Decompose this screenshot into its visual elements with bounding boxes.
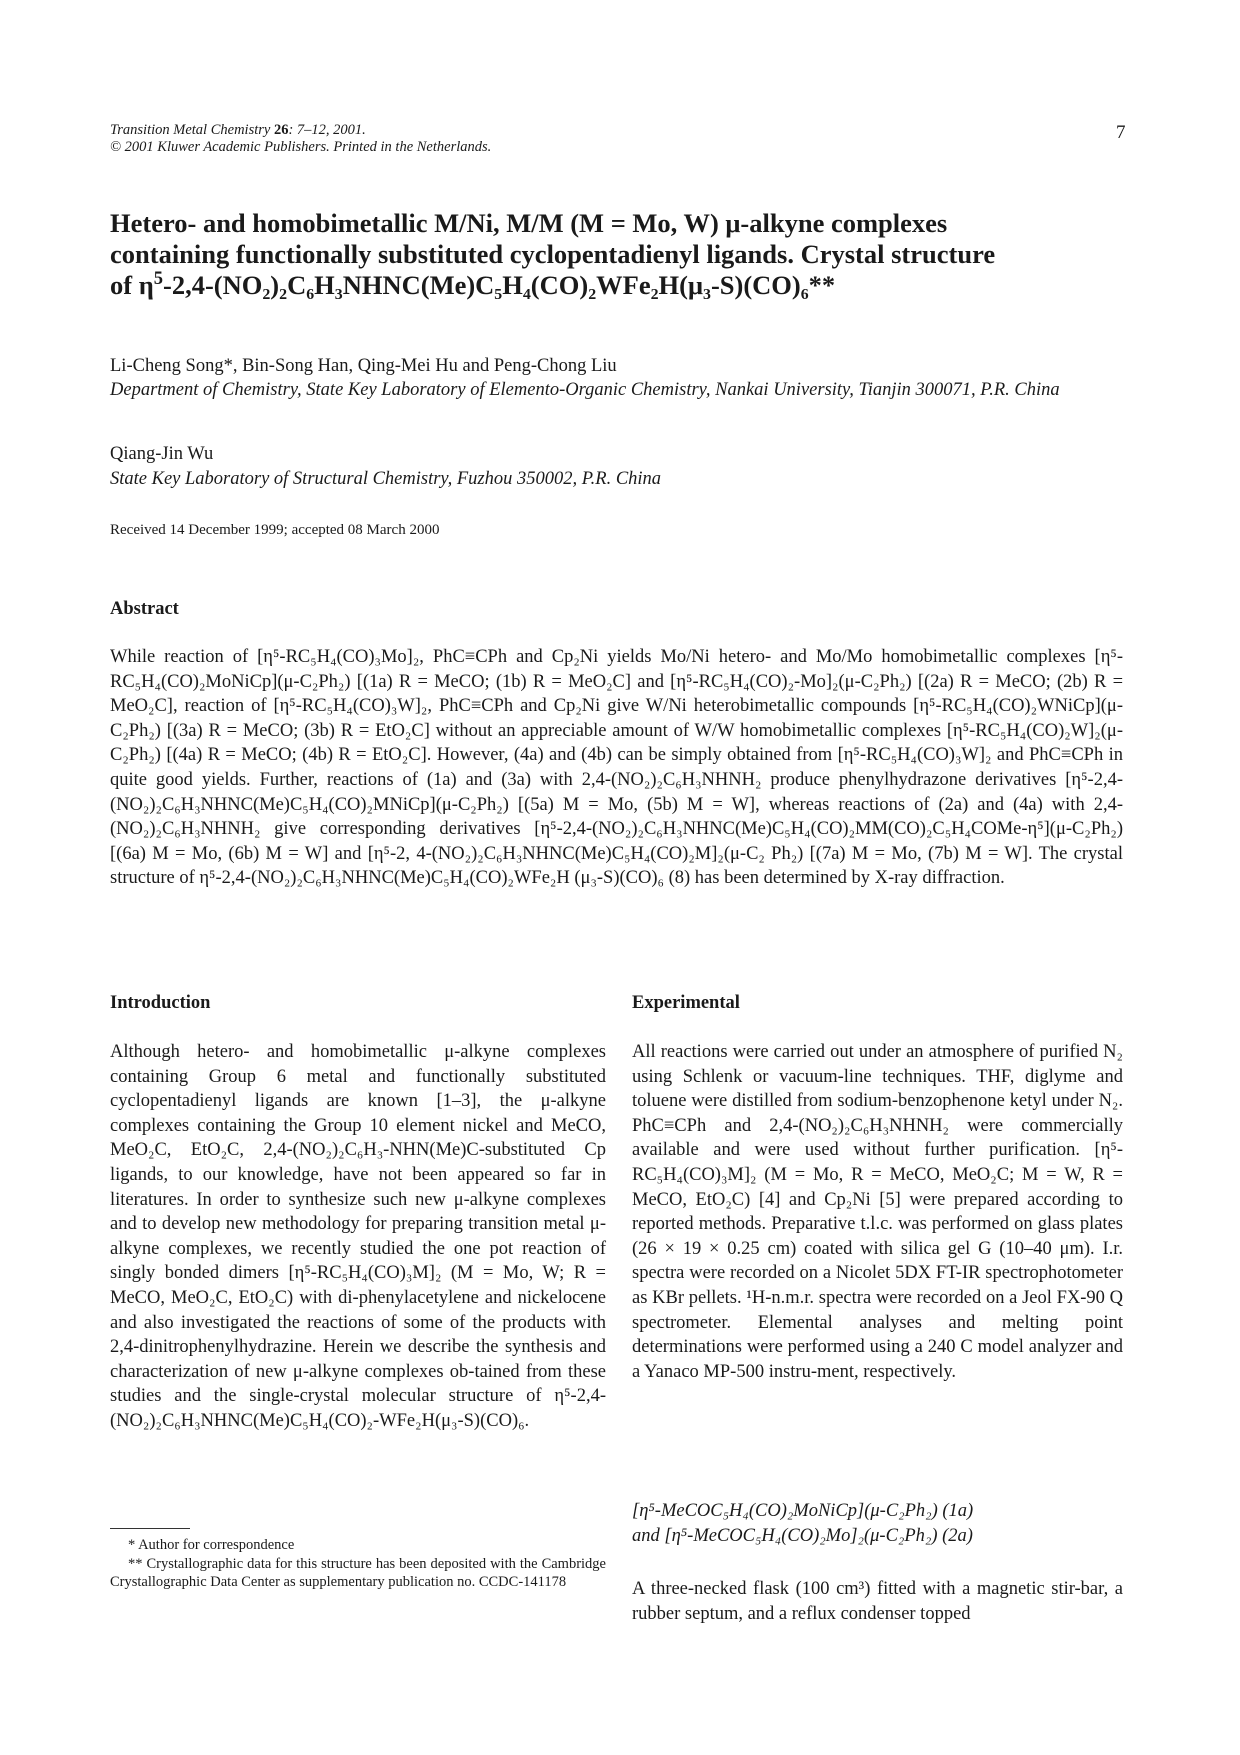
abstract-heading: Abstract — [110, 599, 179, 619]
affiliation-2: State Key Laboratory of Structural Chemistry, Fuzhou 350002, P.R. China — [110, 469, 662, 489]
author-list-2: Qiang-Jin Wu — [110, 444, 214, 464]
abstract-text: While reaction of [η⁵-RC₅H₄(CO)₃Mo]₂, PhC≡CPh and Cp₂Ni yields Mo/Ni hetero- and Mo/Mo homobimetallic complexes [η⁵-RC₅H₄(CO)₂MoNiCp](μ-C₂Ph₂) [(1a) R = MeCO; (1b) R = MeO₂C] and [η⁵-RC₅H₄(CO)₂-Mo]₂(μ-C₂Ph₂) [(2a) R = MeCO; (2b) R = MeO₂C], reaction of [η⁵-RC₅H₄(CO)₃W]₂, PhC≡CPh and Cp₂Ni give W/Ni heterobimetallic compounds [η⁵-RC₅H₄(CO)₂WNiCp](μ-C₂Ph₂) [(3a) R = MeCO; (3b) R = EtO₂C] without an appreciable amount of W/W homobimetallic complexes [η⁵-RC₅H₄(CO)₂W]₂(μ-C₂Ph₂) [(4a) R = MeCO; (4b) R = EtO₂C]. However, (4a) and (4b) can be simply obtained from [η⁵-RC₅H₄(CO)₃W]₂ and PhC≡CPh in quite good yields. Further, reactions of (1a) and (3a) with 2,4-(NO₂)₂C₆H₃NHNH₂ produce phenylhydrazone derivatives [η⁵-2,4-(NO₂)₂C₆H₃NHNC(Me)C₅H₄(CO)₂MNiCp](μ-C₂Ph₂) [(5a) M = Mo, (5b) M = W], whereas reactions of (2a) and (4a) with 2,4-(NO₂)₂C₆H₃NHNH₂ give corresponding derivatives [η⁵-2,4-(NO₂)₂C₆H₃NHNC(Me)C₅H₄(CO)₂MM(CO)₂C₅H₄COMe-η⁵](μ-C₂Ph₂) [(6a) M = Mo, (6b) M = W] and [η⁵-2, 4-(NO₂)₂C₆H₃NHNC(Me)C₅H₄(CO)₂M]₂(μ-C₂ Ph₂) [(7a) M = Mo, (7b) M = W]. The crystal structure of η⁵-2,4-(NO₂)₂C₆H₃NHNC(Me)C₅H₄(CO)₂WFe₂H (μ₃-S)(CO)₆ (8) has been determined by X-ray diffraction. — [110, 647, 1123, 889]
experimental-text: All reactions were carried out under an atmosphere of purified N₂ using Schlenk or vacuum-line techniques. THF, diglyme and toluene were distilled from sodium-benzophenone ketyl under N₂. PhC≡CPh and 2,4-(NO₂)₂C₆H₃NHNH₂ were commercially available and were used without further purification. [η⁵-RC₅H₄(CO)₃M]₂ (M = Mo, R = MeCO, MeO₂C; M = W, R = MeCO, EtO₂C) [4] and Cp₂Ni [5] were prepared according to reported methods. Preparative t.l.c. was performed on glass plates (26 × 19 × 0.25 cm) coated with silica gel G (10–40 μm). I.r. spectra were recorded on a Nicolet 5DX FT-IR spectrophotometer as KBr pellets. ¹H-n.m.r. spectra were recorded on a Jeol FX-90 Q spectrometer. Elemental analyses and melting point determinations were performed using a 240 C model analyzer and a Yanaco MP-500 instru-ment, respectively. — [632, 1042, 1123, 1382]
journal-citation — [110, 122, 491, 156]
title-line-2: containing functionally substituted cyclopentadienyl ligands. Crystal structure — [110, 239, 996, 269]
title-line-3 — [110, 270, 1110, 301]
received-dates: Received 14 December 1999; accepted 08 March 2000 — [110, 522, 440, 538]
journal-name: Transition Metal Chemistry — [110, 122, 271, 138]
title-eta-superscript: 5 — [153, 268, 164, 290]
title-line-3-prefix: of η — [110, 270, 154, 300]
subheading-line-2: and [η⁵-MeCOC₅H₄(CO)₂Mo]₂(μ-C₂Ph₂) (2a) — [632, 1525, 973, 1546]
introduction-heading: Introduction — [110, 993, 211, 1013]
copyright-line: © 2001 Kluwer Academic Publishers. Printed in the Netherlands. — [110, 139, 492, 155]
footnote-1: * Author for correspondence — [128, 1537, 295, 1553]
title-line-3-rest: -2,4-(NO₂)₂C₆H₃NHNC(Me)C₅H₄(CO)₂WFe₂H(μ₃-S)(CO)₆** — [163, 270, 836, 300]
page-number: 7 — [1116, 122, 1126, 143]
journal-pages-year: : 7–12, 2001. — [288, 122, 366, 138]
footnote-2: ** Crystallographic data for this structure has been deposited with the Cambridge Crystallographic Data Center as supplementary publication no. CCDC-141178 — [110, 1555, 606, 1590]
subheading-line-1: [η⁵-MeCOC₅H₄(CO)₂MoNiCp](μ-C₂Ph₂) (1a) — [632, 1501, 974, 1521]
experimental-text-2: A three-necked flask (100 cm³) fitted with a magnetic stir-bar, a rubber septum, and a reflux condenser topped — [632, 1579, 1123, 1624]
experimental-heading: Experimental — [632, 993, 740, 1013]
author-list-1: Li-Cheng Song*, Bin-Song Han, Qing-Mei Hu and Peng-Chong Liu — [110, 356, 617, 376]
article-title — [110, 208, 1110, 301]
footnote-divider — [110, 1528, 190, 1529]
footnotes — [110, 1536, 606, 1592]
journal-volume: 26 — [273, 122, 289, 138]
affiliation-1: Department of Chemistry, State Key Laboratory of Elemento-Organic Chemistry, Nankai University, Tianjin 300071, P.R. China — [110, 380, 1060, 400]
experimental-subheading — [632, 1499, 1123, 1548]
introduction-text: Although hetero- and homobimetallic μ-alkyne complexes containing Group 6 metal and functionally substituted cyclopentadienyl ligands are known [1–3], the μ-alkyne complexes containing the Group 10 element nickel and MeCO, MeO₂C, EtO₂C, 2,4-(NO₂)₂C₆H₃-NHN(Me)C-substituted Cp ligands, to our knowledge, have not been appeared so far in literatures. In order to synthesize such new μ-alkyne complexes and to develop new methodology for preparing transition metal μ-alkyne complexes, we recently studied the one pot reaction of singly bonded dimers [η⁵-RC₅H₄(CO)₃M]₂ (M = Mo, W; R = MeCO, MeO₂C, EtO₂C) with di-phenylacetylene and nickelocene and also investigated the reactions of some of the products with 2,4-dinitrophenylhydrazine. Herein we describe the synthesis and characterization of new μ-alkyne complexes ob-tained from these studies and the single-crystal molecular structure of η⁵-2,4-(NO₂)₂C₆H₃NHNC(Me)C₅H₄(CO)₂-WFe₂H(μ₃-S)(CO)₆. — [110, 1042, 606, 1431]
title-line-1: Hetero- and homobimetallic M/Ni, M/M (M = Mo, W) μ-alkyne complexes — [110, 208, 948, 238]
